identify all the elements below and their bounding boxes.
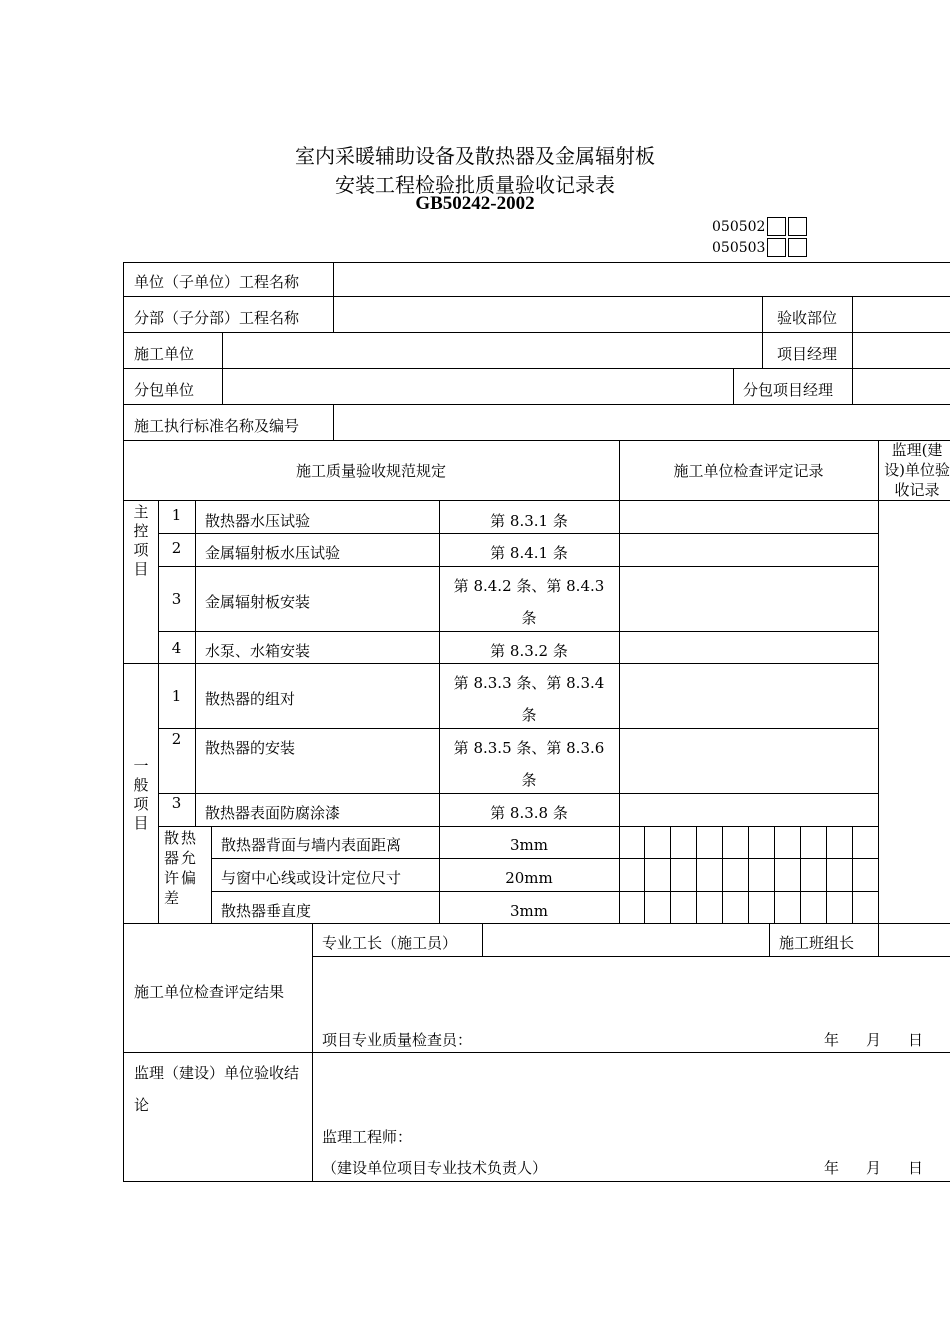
table-rule [619,440,620,923]
spec-column-header: 施工质量验收规范规定 [295,462,446,480]
date-month: 月 [866,1031,882,1049]
table-rule [195,500,196,826]
table-rule [733,368,734,404]
row-number: 1 [171,506,182,524]
sub-project-label: 分部（子分部）工程名称 [134,309,300,327]
date-year: 年 [824,1159,840,1177]
table-rule [123,500,950,501]
table-rule [123,262,950,263]
table-rule [123,262,124,1182]
table-rule [333,404,334,440]
supervision-conclusion-label: 监理（建设）单位验收结论 [134,1064,300,1114]
clause: 第 8.3.5 条、第 8.3.6 条 [453,739,605,789]
clause: 第 8.3.3 条、第 8.3.4 条 [453,674,605,724]
table-rule [769,923,770,956]
date-day: 日 [908,1031,924,1049]
standard-name-label: 施工执行标准名称及编号 [134,417,300,435]
table-rule [722,826,723,923]
table-rule [211,826,212,923]
table-rule [762,296,763,368]
team-leader-label: 施工班组长 [779,934,855,952]
table-rule [852,826,853,923]
item-name: 金属辐射板安装 [205,593,311,611]
deviation-item: 散热器背面与墙内表面距离 [221,836,402,854]
row-number: 2 [171,539,182,557]
supervision-column-header: 监理(建设)单位验收记录 [884,441,950,499]
main-items-label: 主控项目 [133,503,149,578]
table-rule [826,826,827,923]
clause: 第 8.3.2 条 [490,642,568,660]
table-rule [222,332,223,404]
code-box[interactable] [767,217,786,236]
supervising-engineer-label: 监理工程师： [322,1128,413,1146]
item-name: 散热器的组对 [205,690,296,708]
table-rule [696,826,697,923]
table-rule [670,826,671,923]
table-rule [312,923,313,1181]
clause: 第 8.4.1 条 [490,544,568,562]
check-result-label: 施工单位检查评定结果 [134,983,285,1001]
table-rule [800,826,801,923]
deviation-label: 散热器允许偏差 [164,829,199,907]
project-manager-label: 项目经理 [777,345,838,363]
table-rule [333,262,334,332]
row-number: 3 [171,590,182,608]
item-name: 散热器的安装 [205,739,296,757]
code-box[interactable] [788,217,807,236]
table-rule [878,440,879,923]
check-record-column-header: 施工单位检查评定记录 [673,462,824,480]
table-rule [482,923,483,956]
unit-project-label: 单位（子单位）工程名称 [134,273,300,291]
table-rule [774,826,775,923]
standard-code: GB50242-2002 [415,193,535,214]
row-number: 3 [171,794,182,812]
item-name: 散热器表面防腐涂漆 [205,804,341,822]
quality-inspector-label: 项目专业质量检查员： [322,1031,473,1049]
construction-unit-label: 施工单位 [134,345,195,363]
subcontract-manager-label: 分包项目经理 [743,381,834,399]
clause: 第 8.3.8 条 [490,804,568,822]
table-rule [748,826,749,923]
clause: 第 8.4.2 条、第 8.4.3 条 [453,577,605,627]
clause: 第 8.3.1 条 [490,512,568,530]
row-number: 2 [171,730,182,748]
item-name: 散热器水压试验 [205,512,311,530]
table-rule [878,923,879,956]
date-day: 日 [908,1159,924,1177]
code-box[interactable] [788,238,807,257]
table-rule [644,826,645,923]
row-number: 1 [171,687,182,705]
foreman-label: 专业工长（施工员） [322,934,458,952]
general-items-label: 一般项目 [133,757,149,832]
date-month: 月 [866,1159,882,1177]
deviation-value: 20mm [505,869,553,887]
deviation-value: 3mm [510,902,548,920]
deviation-value: 3mm [510,836,548,854]
table-rule [852,296,853,404]
owner-representative-label: （建设单位项目专业技术负责人） [322,1159,548,1177]
subcontract-unit-label: 分包单位 [134,381,195,399]
deviation-item: 散热器垂直度 [221,902,312,920]
title-line-2: 安装工程检验批质量验收记录表 [335,173,615,197]
item-name: 水泵、水箱安装 [205,642,311,660]
code-box[interactable] [767,238,786,257]
title-line-1: 室内采暖辅助设备及散热器及金属辐射板 [295,144,655,168]
row-number: 4 [171,639,182,657]
deviation-item: 与窗中心线或设计定位尺寸 [221,869,402,887]
item-name: 金属辐射板水压试验 [205,544,341,562]
form-code-1: 050502 [712,217,807,236]
date-year: 年 [824,1031,840,1049]
acceptance-part-label: 验收部位 [777,309,838,327]
form-code-2: 050503 [712,238,807,257]
